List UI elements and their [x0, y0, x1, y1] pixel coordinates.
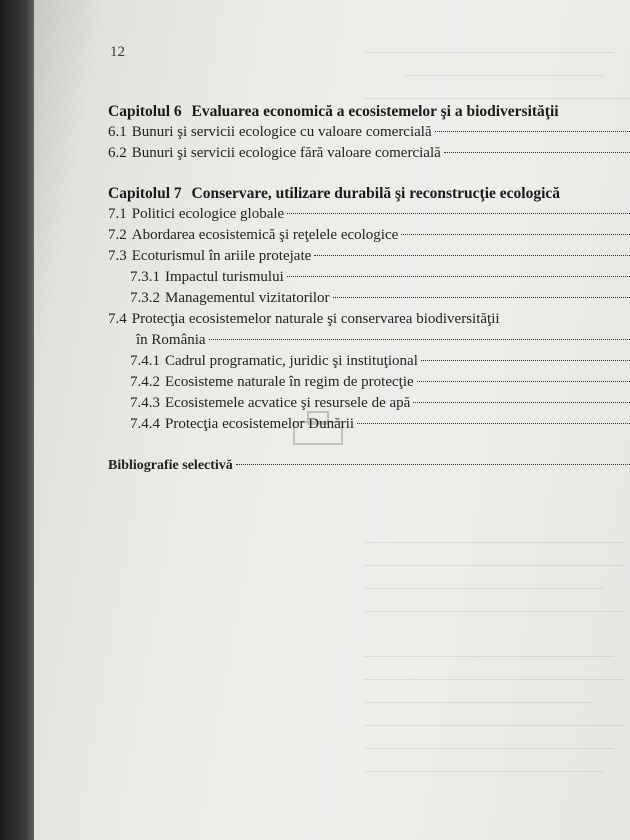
entry-number: 7.4.2: [130, 374, 160, 390]
show-through-text: [364, 40, 630, 99]
entry-number: 7.2: [108, 227, 127, 243]
dot-leader: [287, 276, 630, 277]
toc-entry: [108, 414, 630, 435]
entry-text: Ecoturismul în ariile protejate: [131, 248, 312, 264]
table-of-contents: [108, 102, 630, 476]
dot-leader: [417, 381, 630, 382]
entry-number: 7.4.3: [130, 395, 160, 411]
dot-leader: [209, 339, 630, 340]
entry-text: Politici ecologice globale: [131, 206, 285, 222]
chapter-title: Conservare, utilizare durabilă şi reconstrucţie ecologică: [191, 185, 561, 202]
chapter-heading: [108, 184, 630, 204]
dot-leader: [333, 297, 630, 298]
toc-entry: [108, 288, 630, 309]
entry-number: 7.3.2: [130, 290, 160, 306]
dot-leader: [287, 213, 630, 214]
chapter-title: Evaluarea economică a ecosistemelor şi a biodiversităţii: [191, 103, 559, 120]
entry-text: Managementul vizitatorilor: [165, 290, 330, 306]
dot-leader: [435, 131, 630, 132]
toc-entry-bibliography: [108, 455, 630, 476]
toc-entry: [108, 393, 630, 414]
entry-text: Impactul turismului: [165, 269, 284, 285]
bibliography-heading: Bibliografie selectivă: [108, 458, 233, 473]
chapter-number: Capitolul 7: [108, 185, 182, 202]
dot-leader: [314, 255, 630, 256]
entry-number: 7.3.1: [130, 269, 160, 285]
dot-leader: [401, 234, 630, 235]
toc-entry: [108, 372, 630, 393]
entry-number: 6.1: [108, 124, 127, 140]
toc-entry: [108, 122, 630, 143]
entry-text: Protecţia ecosistemelor naturale şi conservarea biodiversităţii: [131, 311, 500, 327]
entry-number: 7.4.1: [130, 353, 160, 369]
dot-leader: [236, 464, 630, 465]
toc-entry: [108, 225, 630, 246]
entry-text: Bunuri şi servicii ecologice fără valoare comercială: [131, 145, 441, 161]
page-number: 12: [110, 44, 125, 60]
dot-leader: [357, 423, 630, 424]
entry-text: în România: [136, 332, 206, 348]
entry-number: 7.4.4: [130, 416, 160, 432]
dot-leader: [413, 402, 630, 403]
entry-text: Ecosistemele acvatice şi resursele de apă: [165, 395, 411, 411]
dot-leader: [421, 360, 630, 361]
toc-entry: [108, 351, 630, 372]
entry-text: Protecţia ecosistemelor Dunării: [165, 416, 355, 432]
book-binding-shadow: [0, 0, 36, 840]
entry-number: 7.3: [108, 248, 127, 264]
entry-text: Bunuri şi servicii ecologice cu valoare comercială: [131, 124, 432, 140]
entry-text: Cadrul programatic, juridic şi instituţional: [165, 353, 418, 369]
chapter-number: Capitolul 6: [108, 103, 182, 120]
toc-entry-continuation: [108, 330, 630, 351]
toc-entry: [108, 267, 630, 288]
toc-entry: [108, 143, 630, 164]
toc-entry: [108, 309, 630, 330]
toc-entry: [108, 204, 630, 225]
entry-number: 6.2: [108, 145, 127, 161]
chapter-heading: [108, 102, 630, 122]
show-through-text: [364, 520, 624, 772]
toc-entry: [108, 246, 630, 267]
entry-text: Ecosisteme naturale în regim de protecţie: [165, 374, 414, 390]
book-page: [34, 0, 630, 840]
entry-number: 7.1: [108, 206, 127, 222]
entry-text: Abordarea ecosistemică şi reţelele ecologice: [131, 227, 399, 243]
dot-leader: [444, 152, 630, 153]
entry-number: 7.4: [108, 311, 127, 327]
